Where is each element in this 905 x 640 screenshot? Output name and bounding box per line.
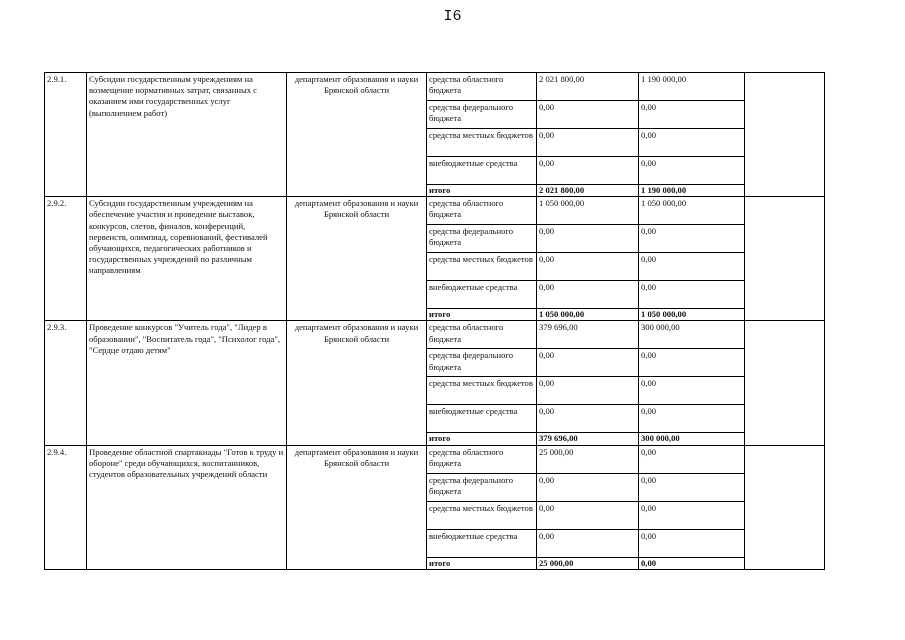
amount-year-2: 0,00 <box>639 101 745 129</box>
funding-source: средства федерального бюджета <box>427 349 537 377</box>
amount-year-2: 0,00 <box>639 129 745 157</box>
amount-year-1: 0,00 <box>537 405 639 433</box>
table-row <box>45 321 825 349</box>
amount-year-2: 0,00 <box>639 473 745 501</box>
total-label: итого <box>427 185 537 197</box>
amount-year-2: 1 190 000,00 <box>639 73 745 101</box>
funding-source: внебюджетные средства <box>427 157 537 185</box>
amount-year-1: 0,00 <box>537 157 639 185</box>
funding-source: внебюджетные средства <box>427 405 537 433</box>
funding-source: внебюджетные средства <box>427 529 537 557</box>
total-label: итого <box>427 557 537 569</box>
amount-year-2: 0,00 <box>639 501 745 529</box>
responsible-executor: департамент образования и науки Брянской области <box>287 321 427 445</box>
amount-year-1: 0,00 <box>537 225 639 253</box>
funding-source: средства областного бюджета <box>427 445 537 473</box>
empty-cell <box>745 197 825 321</box>
amount-year-1: 0,00 <box>537 101 639 129</box>
total-year-1: 1 050 000,00 <box>537 309 639 321</box>
funding-source: средства областного бюджета <box>427 321 537 349</box>
total-year-2: 0,00 <box>639 557 745 569</box>
funding-source: средства федерального бюджета <box>427 101 537 129</box>
amount-year-2: 0,00 <box>639 225 745 253</box>
total-year-2: 1 190 000,00 <box>639 185 745 197</box>
item-title: Проведение конкурсов "Учитель года", "Лидер в образовании", "Воспитатель года", "Психолог года", "Сердце отдаю детям" <box>87 321 287 445</box>
page-number: I6 <box>443 8 462 25</box>
funding-source: внебюджетные средства <box>427 281 537 309</box>
funding-source: средства федерального бюджета <box>427 225 537 253</box>
funding-source: средства местных бюджетов <box>427 501 537 529</box>
responsible-executor: департамент образования и науки Брянской области <box>287 445 427 569</box>
item-title: Субсидии государственным учреждениям на обеспечение участия и проведение выставок, конкурсов, слетов, финалов, конференций, первенств, олимпиад, соревнований, фестивалей обучающихся, педагогических работников и государственных учреждений по различным направлениям <box>87 197 287 321</box>
item-number: 2.9.4. <box>45 445 87 569</box>
amount-year-2: 0,00 <box>639 445 745 473</box>
amount-year-1: 0,00 <box>537 281 639 309</box>
amount-year-1: 0,00 <box>537 349 639 377</box>
amount-year-2: 1 050 000,00 <box>639 197 745 225</box>
amount-year-1: 0,00 <box>537 529 639 557</box>
amount-year-1: 1 050 000,00 <box>537 197 639 225</box>
amount-year-2: 0,00 <box>639 529 745 557</box>
table-row <box>45 445 825 473</box>
item-number: 2.9.2. <box>45 197 87 321</box>
responsible-executor: департамент образования и науки Брянской области <box>287 73 427 197</box>
total-year-1: 2 021 800,00 <box>537 185 639 197</box>
amount-year-2: 0,00 <box>639 157 745 185</box>
budget-table <box>44 72 825 570</box>
amount-year-2: 0,00 <box>639 349 745 377</box>
table-row <box>45 73 825 101</box>
amount-year-1: 0,00 <box>537 473 639 501</box>
item-number: 2.9.3. <box>45 321 87 445</box>
amount-year-2: 0,00 <box>639 377 745 405</box>
total-year-2: 1 050 000,00 <box>639 309 745 321</box>
amount-year-2: 0,00 <box>639 281 745 309</box>
responsible-executor: департамент образования и науки Брянской области <box>287 197 427 321</box>
amount-year-1: 0,00 <box>537 377 639 405</box>
amount-year-2: 300 000,00 <box>639 321 745 349</box>
amount-year-1: 0,00 <box>537 501 639 529</box>
amount-year-1: 0,00 <box>537 129 639 157</box>
funding-source: средства местных бюджетов <box>427 129 537 157</box>
amount-year-2: 0,00 <box>639 253 745 281</box>
amount-year-2: 0,00 <box>639 405 745 433</box>
empty-cell <box>745 321 825 445</box>
total-year-1: 379 696,00 <box>537 433 639 445</box>
empty-cell <box>745 445 825 569</box>
amount-year-1: 379 696,00 <box>537 321 639 349</box>
item-title: Субсидии государственным учреждениям на возмещение нормативных затрат, связанных с оказанием ими государственных услуг (выполнением работ) <box>87 73 287 197</box>
item-title: Проведение областной спартакиады "Готов к труду и обороне" среди обучающихся, воспитанников, студентов образовательных учреждений области <box>87 445 287 569</box>
total-year-1: 25 000,00 <box>537 557 639 569</box>
funding-source: средства местных бюджетов <box>427 253 537 281</box>
funding-source: средства местных бюджетов <box>427 377 537 405</box>
funding-source: средства федерального бюджета <box>427 473 537 501</box>
funding-source: средства областного бюджета <box>427 73 537 101</box>
amount-year-1: 2 021 800,00 <box>537 73 639 101</box>
total-label: итого <box>427 433 537 445</box>
empty-cell <box>745 73 825 197</box>
item-number: 2.9.1. <box>45 73 87 197</box>
total-label: итого <box>427 309 537 321</box>
amount-year-1: 25 000,00 <box>537 445 639 473</box>
funding-source: средства областного бюджета <box>427 197 537 225</box>
table-row <box>45 197 825 225</box>
total-year-2: 300 000,00 <box>639 433 745 445</box>
amount-year-1: 0,00 <box>537 253 639 281</box>
